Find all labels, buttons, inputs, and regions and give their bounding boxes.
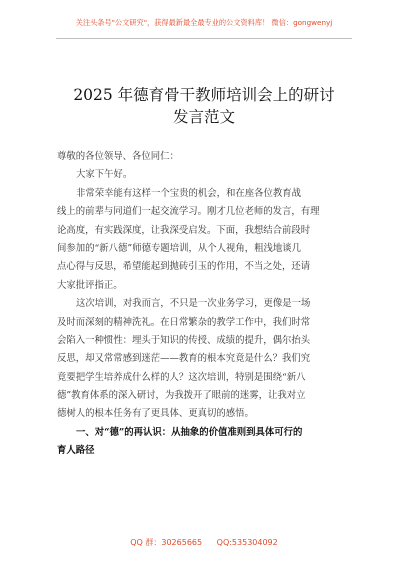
- paragraph-line: 这次培训，对我而言，不只是一次业务学习，更像是一场: [76, 298, 311, 310]
- paragraph-line: 线上的前辈与同道们一起交流学习。刚才几位老师的发言，有理: [57, 206, 320, 218]
- paragraph-1: [57, 185, 353, 295]
- footer-qq-number: QQ:535304092: [216, 538, 278, 547]
- title-line-1: 2025 年德育骨干教师培训会上的研讨: [73, 86, 335, 104]
- paragraph-2: [57, 295, 353, 424]
- paragraph-line: 间参加的“新八德”师德专题培训，从个人视角，粗浅地谈几: [57, 242, 301, 254]
- paragraph-line: 会陷入一种惯性：埋头于知识的传授、成绩的提升，偶尔抬头: [57, 334, 311, 346]
- footer-contact: [0, 537, 408, 548]
- document-body: [57, 148, 353, 461]
- heading-line: 一、对“德”的再认识：从抽象的价值准则到具体可行的: [76, 426, 303, 438]
- greeting: 大家下午好。: [76, 169, 133, 181]
- header-promo: 关注头条号"公文研究"，获得最新最全最专业的公文资料库！ 微信：gongwenyj: [75, 18, 333, 27]
- paragraph-line: 非常荣幸能有这样一个宝贵的机会，和在座各位教育战: [76, 187, 302, 199]
- document-title: [0, 84, 408, 128]
- paragraph-line: 及时而深刻的精神洗礼。在日常繁杂的教学工作中，我们时常: [57, 316, 311, 328]
- title-line-2: 发言范文: [172, 108, 235, 126]
- paragraph-line: 点心得与反思，希望能起到抛砖引玉的作用，不当之处，还请: [57, 261, 311, 273]
- section-heading-1: [57, 424, 353, 461]
- paragraph-line: 德”教育体系的深入研讨，为我拨开了眼前的迷雾，让我对立: [57, 390, 306, 402]
- paragraph-line: 大家批评指正。: [57, 279, 123, 291]
- header-divider: [56, 38, 352, 39]
- paragraph-line: 论高度，有实践深度，让我深受启发。下面，我想结合前段时: [57, 224, 311, 236]
- footer-qq-group: QQ 群：30265665: [130, 538, 203, 547]
- paragraph-line: 反思，却又常常感到迷茫——教育的根本究竟是什么？我们究: [57, 353, 311, 365]
- paragraph-line: 德树人的根本任务有了更具体、更真切的感悟。: [57, 408, 254, 420]
- heading-line: 育人路径: [57, 445, 95, 457]
- paragraph-line: 竟要把学生培养成什么样的人？这次培训，特别是围绕“新八: [57, 371, 306, 383]
- salutation: 尊敬的各位领导、各位同仁：: [57, 151, 179, 162]
